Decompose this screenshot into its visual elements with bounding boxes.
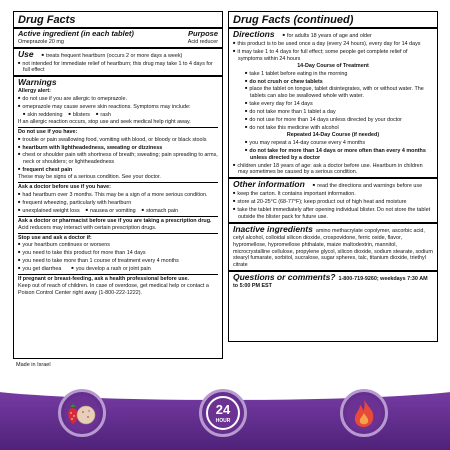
questions-section: Questions or comments? 1-800-719-9260; weekdays 7:30 AM to 5:00 PM EST [233, 272, 428, 290]
flame-icon [349, 397, 379, 429]
strawberry-tablet-icon [65, 398, 99, 428]
children-directions: ■ children under 18 years of age: ask a doctor before use. Heartburn in children may sometimes be caused by a serious condition. [233, 162, 433, 177]
inactive-ingredients-section: Inactive ingredients amino methacrylate copolymer, ascorbic acid, cetyl alcohol, colloidal silicon dioxide, crospovidone, ferric oxide, flavor, hypromellose, hypromellose phthalate, maize maltodextrin, mannitol, microcrystalline cellulose, propylene glycol, silicon dioxide, sodium stearate, sodium stearyl fumarate, sorbitol, sucralose, sugar spheres, talc, titanium dioxide, triethyl citrate [233, 223, 433, 269]
drug-facts-panel-right: Drug Facts (continued) Directions■ for adults 18 years of age and older ■ this product is to be used once a day (every 24 hours), every day for 14 days ■ it may take 1 to 4 days for full effect; some people get complete relief of symptoms within 24 hours 14-Day Course of Treatment ■ take 1 tablet before eating in the morning ■ do not crush or chew tablets ■ place the tablet on tongue, tablet disintegrates, with or without water. The tablets can also be swallowed whole with water. ■ take every day for 14 days ■ do not take more than 1 tablet a day ■ do not use for more than 14 days unless directed by your doctor ■ do not take this medicine with alcohol Repeated 14-Day Course (if needed) ■ you may repeat a 14-day course every 4 months ■ do not take for more than 14 days or more often than every 4 months unless directed by a doctor ■ children under 18 years of age: ask a doctor before use. Heartburn in children may sometimes be caused by a serious condition. Other information■ read the directions and warnings before use ■ keep the carton. It contains important information. ■ store at 20-25°C (68-77°F); keep product out of high heat and moisture ■ take the tablet immediately after opening individual blister. Do not store the tablet outside the blister pack for future use. Inactive ingredients amino methacrylate copolymer, ascorbic acid, cetyl alcohol, colloidal silicon dioxide, crospovidone, ferric oxide, flavor, hypromellose, hypromellose phthalate, maize maltodextrin, mannitol, microcrystalline cellulose, propylene glycol, silicon dioxide, sodium stearate, sodium stearyl fumarate, sorbitol, sucralose, sugar spheres, talc, titanium dioxide, triethyl citrate Questions or comments? 1-800-719-9260; weekdays 7:30 AM to 5:00 PM EST [228, 11, 438, 342]
strawberry-flavor-badge [58, 389, 106, 437]
children-warning: Keep out of reach of children. In case of overdose, get medical help or contact a Poison Control Center right away (1-800-222-1222). [18, 282, 209, 296]
skin-symptoms: ■ skin reddening ■ blisters ■ rash [18, 111, 218, 119]
ask-doctor-heading: Ask a doctor before use if you have: [18, 184, 111, 191]
use-section: Use■ treats frequent heartburn (occurs 2 or more days a week) ■ not intended for immediate relief of heartburn; this drug may take 1 to 4 days for full effect [18, 49, 218, 75]
directions-section: Directions■ for adults 18 years of age and older [233, 29, 433, 40]
drug-facts-continued-title: Drug Facts (continued) [233, 14, 354, 26]
hour-number: 24 [215, 402, 231, 417]
drug-facts-title: Drug Facts [18, 14, 76, 26]
hour-label: HOUR [215, 418, 231, 424]
warnings-heading: Warnings [18, 77, 57, 88]
clock-icon [204, 394, 242, 432]
repeat-heading: Repeated 14-Day Course (if needed) [286, 131, 380, 138]
course-list: ■ take 1 tablet before eating in the morning ■ do not crush or chew tablets ■ place the tablet on tongue, tablet disintegrates, with or without water. The tablets can also be swallowed whole with water. ■ take every day for 14 days ■ do not take more than 1 tablet a day ■ do not use for more than 14 days unless directed by your doctor ■ do not take this medicine with alcohol [233, 70, 433, 132]
other-information-section: Other information■ read the directions and warnings before use [233, 179, 433, 190]
stop-use-pair: ■ you get diarrhea ■ you develop a rash or joint pain [18, 265, 218, 273]
made-in-label: Made in Israel [16, 362, 51, 368]
pharmacist-heading: Ask a doctor or pharmacist before use if you are taking a prescription drug. [18, 217, 212, 224]
pregnant-warning: If pregnant or breast-feeding, ask a health professional before use. [18, 276, 190, 283]
drug-facts-panel-left: Drug Facts Active ingredient (in each tablet) Purpose Omeprazole 20 mg Acid reducer Use■ treats frequent heartburn (occurs 2 or more days a week) ■ not intended for immediate relief of heartburn; this drug may take 1 to 4 days for full effect Warnings Allergy alert: ■ do not use if you are allergic to omeprazole. ■ omeprazole may cause severe skin reactions. Symptoms may include: ■ skin reddening ■ blisters ■ rash If an allergic reaction occurs, stop use and seek medical help right away. Do not use if you have: ■ trouble or pain swallowing food, vomiting with blood, or bloody or black stools ■ heartburn with lightheadedness, sweating or dizziness ■ chest or shoulder pain with shortness of breath; sweating; pain spreading to arms, neck or shoulders; or lightheadedness ■ frequent chest pain These may be signs of a serious condition. See your doctor. Ask a doctor before use if you have: ■ had heartburn over 3 months. This may be a sign of a more serious condition. ■ frequent wheezing, particularly with heartburn ■ unexplained weight loss ■ nausea or vomiting ■ stomach pain Ask a doctor or pharmacist before use if you are taking a prescription drug. Acid reducers may interact with certain prescription drugs. Stop use and ask a doctor if: ■ your heartburn continues or worsens ■ you need to take this product for more than 14 days ■ you need to take more than 1 course of treatment every 4 months ■ you get diarrhea ■ you develop a rash or joint pain If pregnant or breast-feeding, ask a health professional before use. Keep out of reach of children. In case of overdose, get medical help or contact a Poison Control Center right away (1-800-222-1222). [13, 11, 223, 359]
course-heading: 14-Day Course of Treatment [297, 62, 369, 69]
24-hour-badge [199, 389, 247, 437]
active-ingredient-header: Active ingredient (in each tablet) Purpose [18, 29, 218, 39]
repeat-list: ■ you may repeat a 14-day course every 4 months ■ do not take for more than 14 days or more often than every 4 months unless directed by a doctor [233, 139, 433, 162]
active-ingredient-row: Omeprazole 20 mg Acid reducer [18, 38, 218, 45]
stop-use-heading: Stop use and ask a doctor if: [18, 234, 92, 241]
ask-doctor-symptoms: ■ unexplained weight loss ■ nausea or vomiting ■ stomach pain [18, 207, 218, 215]
do-not-use-heading: Do not use if you have: [18, 128, 78, 135]
allergy-heading: Allergy alert: [18, 88, 51, 95]
heartburn-badge [340, 389, 388, 437]
